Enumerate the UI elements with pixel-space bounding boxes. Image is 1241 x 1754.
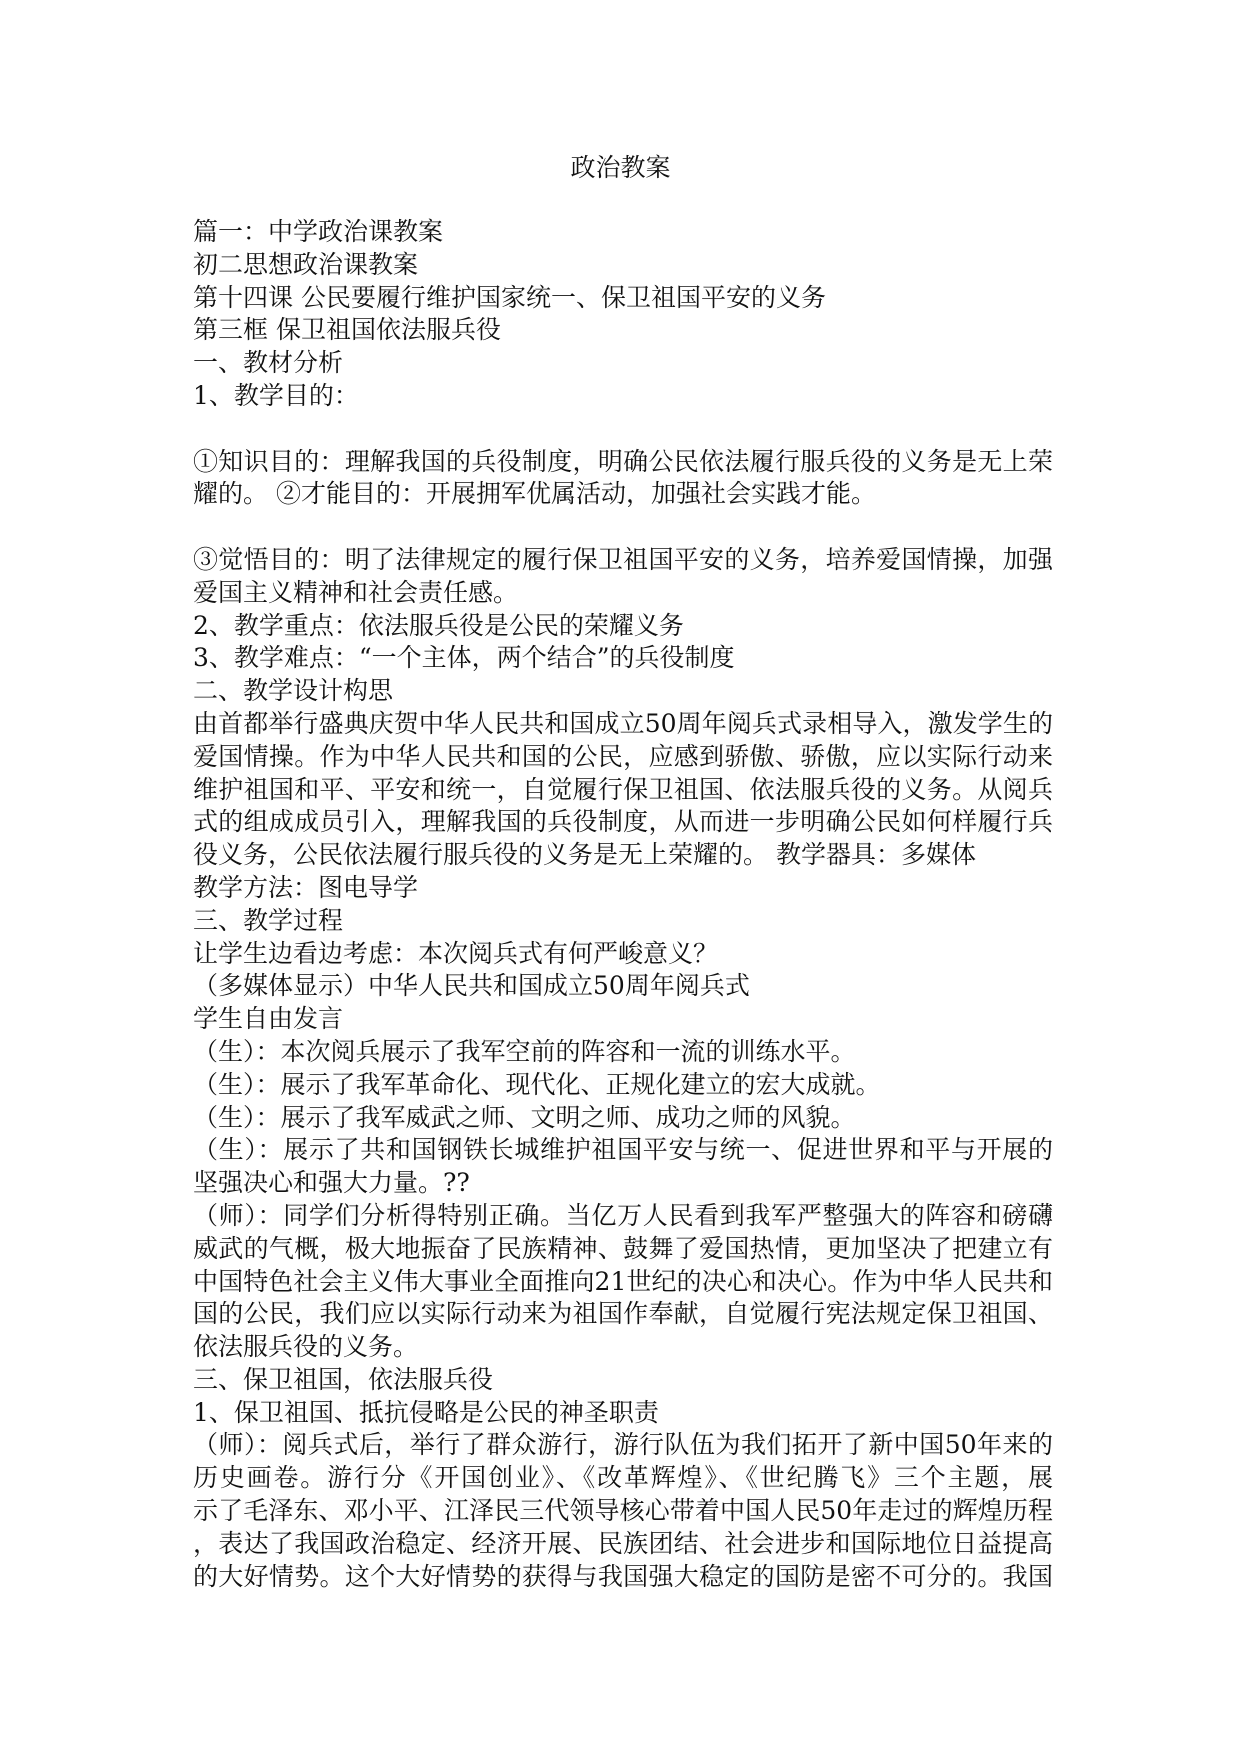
body-line: 一、教材分析 (193, 348, 344, 378)
body-line: （生）：展示了我军威武之师、文明之师、成功之师的风貌。 (193, 1102, 856, 1132)
body-line: 中国特色社会主义伟大事业全面推向21世纪的决心和决心。作为中华人民共和 (193, 1266, 1053, 1296)
body-line: 的大好情势。这个大好情势的获得与我国强大稳定的国防是密不可分的。我国 (193, 1561, 1053, 1591)
body-line: 2、教学重点：依法服兵役是公民的荣耀义务 (193, 610, 684, 640)
body-line: （师）：同学们分析得特别正确。当亿万人民看到我军严整强大的阵容和磅礴 (193, 1200, 1053, 1230)
body-line: 耀的。 ②才能目的：开展拥军优属活动，加强社会实践才能。 (193, 479, 876, 509)
body-line: 国的公民，我们应以实际行动来为祖国作奉献，自觉履行宪法规定保卫祖国、 (193, 1299, 1053, 1329)
body-line: 教学方法：图电导学 (193, 872, 419, 902)
body-line: 3、教学难点：“一个主体，两个结合”的兵役制度 (193, 643, 735, 673)
body-line: ③觉悟目的：明了法律规定的履行保卫祖国平安的义务，培养爱国情操，加强 (193, 544, 1053, 574)
body-line: 二、教学设计构思 (193, 676, 394, 706)
document-body (193, 216, 1053, 1593)
body-line: 爱国情操。作为中华人民共和国的公民，应感到骄傲、骄傲，应以实际行动来 (193, 741, 1053, 771)
body-line: （师）：阅兵式后，举行了群众游行，游行队伍为我们拓开了新中国50年来的 (193, 1430, 1053, 1460)
body-line: 第三框 保卫祖国依法服兵役 (193, 315, 501, 345)
body-line: 示了毛泽东、邓小平、江泽民三代领导核心带着中国人民50年走过的辉煌历程 (193, 1496, 1053, 1526)
body-line: ①知识目的：理解我国的兵役制度，明确公民依法履行服兵役的义务是无上荣 (193, 446, 1053, 476)
body-line: 1、保卫祖国、抵抗侵略是公民的神圣职责 (193, 1397, 659, 1427)
blank-line (193, 511, 1053, 544)
body-line: 三、保卫祖国，依法服兵役 (193, 1364, 494, 1394)
body-line: 让学生边看边考虑：本次阅兵式有何严峻意义？ (193, 938, 719, 968)
body-line: 历史画卷。游行分《开国创业》、《改革辉煌》、《世纪腾飞》三个主题，展 (193, 1463, 1053, 1493)
body-line: 依法服兵役的义务。 (193, 1332, 419, 1362)
blank-line (193, 413, 1053, 446)
body-line: 坚强决心和强大力量。?? (193, 1168, 470, 1198)
body-line: 1、教学目的： (193, 380, 359, 410)
body-line: 由首都举行盛典庆贺中华人民共和国成立50周年阅兵式录相导入，激发学生的 (193, 708, 1053, 738)
body-line: ，表达了我国政治稳定、经济开展、民族团结、社会进步和国际地位日益提高 (193, 1528, 1053, 1558)
body-line: 第十四课 公民要履行维护国家统一、保卫祖国平安的义务 (193, 282, 826, 312)
body-line: 爱国主义精神和社会责任感。 (193, 577, 519, 607)
body-line: 学生自由发言 (193, 1004, 344, 1034)
body-line: 初二思想政治课教案 (193, 249, 419, 279)
body-line: （多媒体显示）中华人民共和国成立50周年阅兵式 (193, 971, 750, 1001)
body-line: （生）：展示了我军革命化、现代化、正规化建立的宏大成就。 (193, 1069, 881, 1099)
body-line: 篇一：中学政治课教案 (193, 217, 444, 246)
body-line: 式的组成成员引入，理解我国的兵役制度，从而进一步明确公民如何样履行兵 (193, 807, 1053, 837)
body-line: （生）：展示了共和国钢铁长城维护祖国平安与统一、促进世界和平与开展的 (193, 1135, 1053, 1165)
body-line: 威武的气概，极大地振奋了民族精神、鼓舞了爱国热情，更加坚决了把建立有 (193, 1233, 1053, 1263)
body-line: （生）：本次阅兵展示了我军空前的阵容和一流的训练水平。 (193, 1036, 856, 1066)
body-line: 维护祖国和平、平安和统一，自觉履行保卫祖国、依法服兵役的义务。从阅兵 (193, 774, 1053, 804)
body-line: 役义务，公民依法履行服兵役的义务是无上荣耀的。 教学器具：多媒体 (193, 840, 976, 870)
body-line: 三、教学过程 (193, 905, 344, 935)
document-title: 政治教案 (570, 153, 671, 182)
